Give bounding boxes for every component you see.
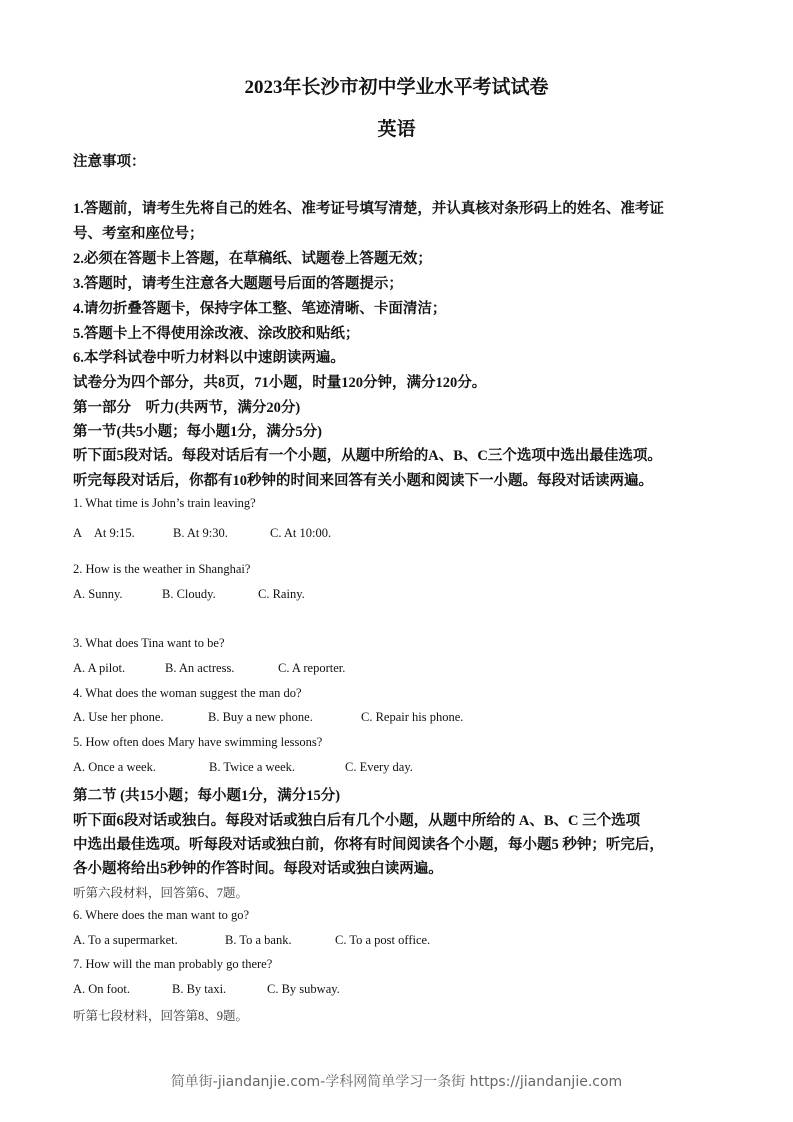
question-text: 5. How often does Mary have swimming lessons? bbox=[73, 735, 323, 749]
question-text: 7. How will the man probably go there? bbox=[73, 957, 273, 971]
option-c: C. By subway. bbox=[267, 982, 340, 996]
option-b: B. Twice a week. bbox=[209, 760, 296, 774]
option-b: B. Buy a new phone. bbox=[208, 710, 313, 724]
section-instructions: 听下面5段对话。每段对话后有一个小题，从题中所给的A、B、C三个选项中选出最佳选项。 bbox=[73, 448, 662, 464]
option-b: B. An actress. bbox=[165, 661, 235, 675]
question-options bbox=[73, 661, 723, 676]
note-line: 5.答题卡上不得使用涂改液、涂改胶和贴纸； bbox=[73, 326, 360, 342]
question-options bbox=[73, 982, 723, 997]
option-c: C. To a post office. bbox=[335, 933, 431, 947]
option-a: A. To a supermarket. bbox=[73, 933, 178, 947]
question-text: 2. How is the weather in Shanghai? bbox=[73, 562, 251, 576]
paper-info: 试卷分为四个部分，共8页，71小题，时量120分钟，满分120分。 bbox=[73, 375, 487, 391]
option-b: B. To a bank. bbox=[225, 933, 292, 947]
note-line: 6.本学科试卷中听力材料以中速朗读两遍。 bbox=[73, 350, 345, 366]
section-instructions: 各小题将给出5秒钟的作答时间。每段对话或独白读两遍。 bbox=[73, 861, 443, 877]
option-a: A At 9:15. bbox=[73, 526, 135, 540]
option-c: C. Rainy. bbox=[258, 587, 305, 601]
option-b: B. At 9:30. bbox=[173, 526, 228, 540]
option-b: B. Cloudy. bbox=[162, 587, 216, 601]
section-instructions: 听下面6段对话或独白。每段对话或独白后有几个小题，从题中所给的 A、B、C 三个选项 bbox=[73, 813, 641, 829]
question-text: 6. Where does the man want to go? bbox=[73, 908, 250, 922]
option-c: C. A reporter. bbox=[278, 661, 346, 675]
question-text: 3. What does Tina want to be? bbox=[73, 636, 225, 650]
option-c: C. Repair his phone. bbox=[361, 710, 464, 724]
exam-title: 2023年长沙市初中学业水平考试试卷 bbox=[244, 77, 549, 98]
passage-note: 听第七段材料，回答第8、9题。 bbox=[73, 1009, 249, 1023]
note-line: 3.答题时，请考生注意各大题题号后面的答题提示； bbox=[73, 276, 403, 292]
option-a: A. Use her phone. bbox=[73, 710, 164, 724]
note-line: 1.答题前，请考生先将自己的姓名、准考证号填写清楚，并认真核对条形码上的姓名、准考证 bbox=[73, 201, 664, 217]
option-c: C. At 10:00. bbox=[270, 526, 332, 540]
option-b: B. By taxi. bbox=[172, 982, 227, 996]
part-heading: 第一部分 听力(共两节，满分20分) bbox=[73, 400, 301, 416]
section-instructions: 中选出最佳选项。听每段对话或独白前，你将有时间阅读各个小题，每小题5 秒钟；听完后， bbox=[73, 837, 664, 853]
question-options bbox=[73, 587, 723, 602]
question-text: 4. What does the woman suggest the man do? bbox=[73, 686, 302, 700]
section-instructions: 听完每段对话后，你都有10秒钟的时间来回答有关小题和阅读下一小题。每段对话读两遍。 bbox=[73, 473, 653, 489]
section-heading: 第二节 (共15小题；每小题1分，满分15分) bbox=[73, 788, 341, 804]
option-a: A. Sunny. bbox=[73, 587, 123, 601]
passage-note: 听第六段材料，回答第6、7题。 bbox=[73, 886, 249, 900]
question-text: 1. What time is John’s train leaving? bbox=[73, 496, 256, 510]
subject-title: 英语 bbox=[377, 119, 416, 140]
option-c: C. Every day. bbox=[345, 760, 413, 774]
notes-heading: 注意事项： bbox=[73, 154, 146, 170]
question-options bbox=[73, 933, 723, 948]
question-options bbox=[73, 760, 723, 775]
question-options bbox=[73, 710, 723, 725]
option-a: A. A pilot. bbox=[73, 661, 126, 675]
note-line: 2.必须在答题卡上答题，在草稿纸、试题卷上答题无效； bbox=[73, 251, 432, 267]
note-line: 4.请勿折叠答题卡，保持字体工整、笔迹清晰、卡面清洁； bbox=[73, 301, 447, 317]
section-heading: 第一节(共5小题；每小题1分，满分5分) bbox=[73, 424, 322, 440]
option-a: A. On foot. bbox=[73, 982, 130, 996]
note-line: 号、考室和座位号； bbox=[73, 226, 204, 242]
option-a: A. Once a week. bbox=[73, 760, 156, 774]
footer-watermark: 简单街-jiandanjie.com-学科网简单学习一条街 https://jiandanjie.com bbox=[170, 1074, 623, 1090]
question-options bbox=[73, 523, 723, 541]
